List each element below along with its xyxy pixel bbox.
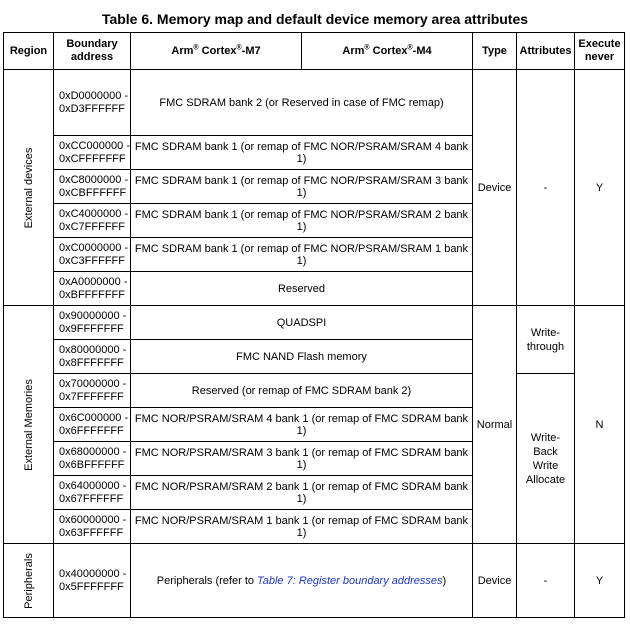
attributes-cell: - <box>517 70 575 306</box>
memory-map-table <box>3 32 625 618</box>
table-row <box>4 70 625 136</box>
header-cortex-m4: Arm® Cortex®-M4 <box>302 33 473 70</box>
header-execute-never: Execute never <box>575 33 625 70</box>
boundary-address: 0x64000000 - 0x67FFFFFF <box>54 476 131 510</box>
region-description: Reserved <box>131 272 473 306</box>
region-peripherals: Peripherals <box>4 544 54 618</box>
table-row <box>4 306 625 340</box>
header-region: Region <box>4 33 54 70</box>
table-row <box>4 544 625 618</box>
region-description: FMC NOR/PSRAM/SRAM 2 bank 1 (or remap of FMC SDRAM bank 1) <box>131 476 473 510</box>
boundary-address: 0xC0000000 - 0xC3FFFFFF <box>54 238 131 272</box>
boundary-address: 0xC4000000 - 0xC7FFFFFF <box>54 204 131 238</box>
boundary-address: 0xC8000000 - 0xCBFFFFFF <box>54 170 131 204</box>
boundary-address: 0x90000000 - 0x9FFFFFFF <box>54 306 131 340</box>
type-cell: Normal <box>473 306 517 544</box>
boundary-address: 0x70000000 - 0x7FFFFFFF <box>54 374 131 408</box>
type-cell: Device <box>473 544 517 618</box>
execute-never-cell: N <box>575 306 625 544</box>
boundary-address: 0x6C000000 - 0x6FFFFFFF <box>54 408 131 442</box>
boundary-address: 0x60000000 - 0x63FFFFFF <box>54 510 131 544</box>
region-description: FMC SDRAM bank 1 (or remap of FMC NOR/PSRAM/SRAM 3 bank 1) <box>131 170 473 204</box>
boundary-address: 0x40000000 - 0x5FFFFFFF <box>54 544 131 618</box>
region-description: Peripherals (refer to Table 7: Register boundary addresses) <box>131 544 473 618</box>
attributes-cell-write-back: Write- Back Write Allocate <box>517 374 575 544</box>
execute-never-cell: Y <box>575 544 625 618</box>
attributes-cell-write-through: Write- through <box>517 306 575 374</box>
boundary-address: 0xA0000000 - 0xBFFFFFFF <box>54 272 131 306</box>
header-attributes: Attributes <box>517 33 575 70</box>
header-cortex-m7: Arm® Cortex®-M7 <box>131 33 302 70</box>
boundary-address: 0xD0000000 - 0xD3FFFFFF <box>54 70 131 136</box>
type-cell: Device <box>473 70 517 306</box>
region-description: FMC SDRAM bank 1 (or remap of FMC NOR/PSRAM/SRAM 2 bank 1) <box>131 204 473 238</box>
region-description: FMC NOR/PSRAM/SRAM 3 bank 1 (or remap of FMC SDRAM bank 1) <box>131 442 473 476</box>
region-description: FMC NOR/PSRAM/SRAM 4 bank 1 (or remap of FMC SDRAM bank 1) <box>131 408 473 442</box>
boundary-address: 0x80000000 - 0x8FFFFFFF <box>54 340 131 374</box>
header-row <box>4 33 625 70</box>
boundary-address: 0x68000000 - 0x6BFFFFFF <box>54 442 131 476</box>
table-title: Table 6. Memory map and default device memory area attributes <box>101 11 529 27</box>
execute-never-cell: Y <box>575 70 625 306</box>
header-type: Type <box>473 33 517 70</box>
table-row <box>4 374 625 408</box>
region-description: FMC SDRAM bank 1 (or remap of FMC NOR/PSRAM/SRAM 1 bank 1) <box>131 238 473 272</box>
boundary-address: 0xCC000000 - 0xCFFFFFFF <box>54 136 131 170</box>
register-boundary-link[interactable]: Table 7: Register boundary addresses <box>257 574 443 587</box>
header-boundary-address: Boundary address <box>54 33 131 70</box>
region-description: FMC NOR/PSRAM/SRAM 1 bank 1 (or remap of FMC SDRAM bank 1) <box>131 510 473 544</box>
attributes-cell: - <box>517 544 575 618</box>
region-description: FMC SDRAM bank 2 (or Reserved in case of FMC remap) <box>131 70 473 136</box>
region-description: QUADSPI <box>131 306 473 340</box>
region-description: FMC NAND Flash memory <box>131 340 473 374</box>
region-description: Reserved (or remap of FMC SDRAM bank 2) <box>131 374 473 408</box>
region-description: FMC SDRAM bank 1 (or remap of FMC NOR/PSRAM/SRAM 4 bank 1) <box>131 136 473 170</box>
region-external-devices: External devices <box>4 70 54 306</box>
region-external-memories: External Memories <box>4 306 54 544</box>
